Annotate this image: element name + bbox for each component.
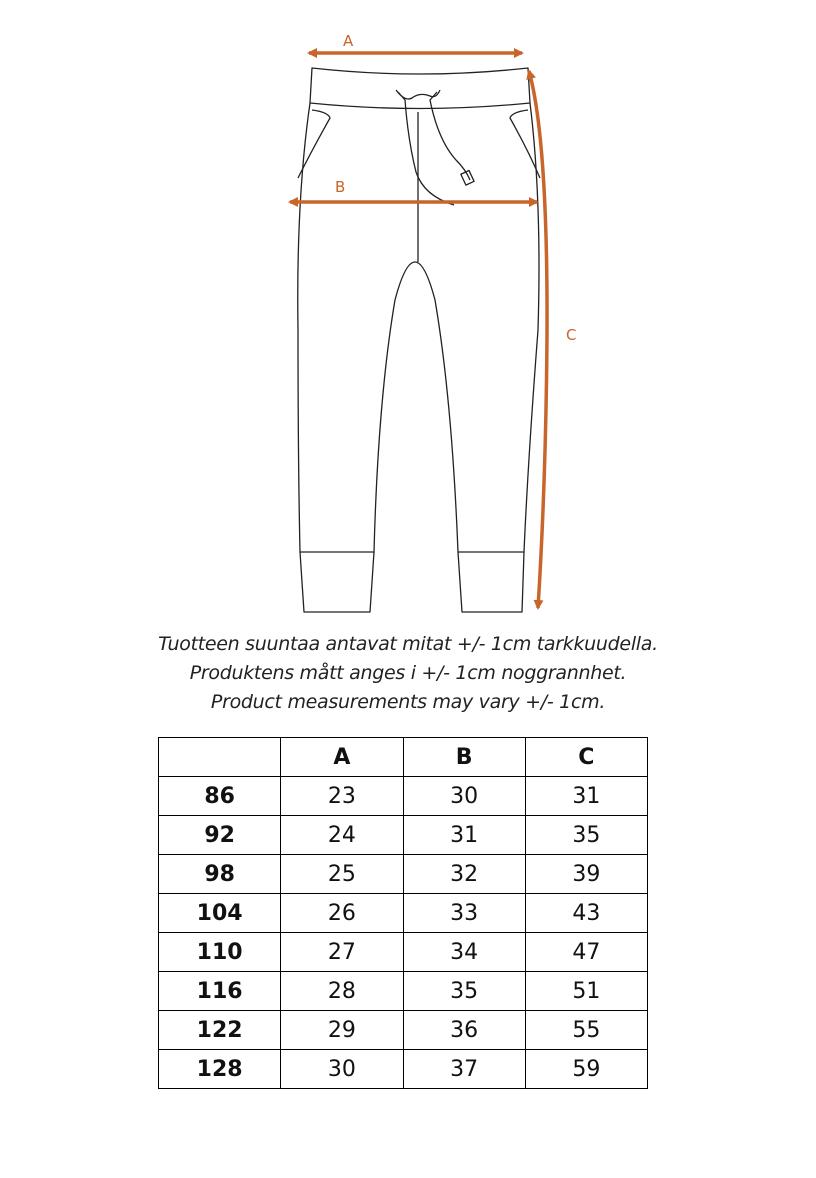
b-cell: 35 — [403, 972, 525, 1011]
measurement-notes — [0, 630, 816, 717]
left-pocket — [298, 110, 330, 178]
c-cell: 39 — [525, 855, 647, 894]
a-cell: 26 — [281, 894, 403, 933]
c-cell: 47 — [525, 933, 647, 972]
header-b: B — [403, 738, 525, 777]
a-cell: 27 — [281, 933, 403, 972]
table-row — [159, 816, 648, 855]
pants-outline — [298, 68, 540, 612]
table-row — [159, 777, 648, 816]
size-cell: 122 — [159, 1011, 281, 1050]
table-row — [159, 933, 648, 972]
b-cell: 30 — [403, 777, 525, 816]
waistband — [310, 68, 530, 109]
size-table — [158, 737, 648, 1089]
note-english: Product measurements may vary +/- 1cm. — [210, 691, 606, 713]
b-cell: 37 — [403, 1050, 525, 1089]
table-header-row — [159, 738, 648, 777]
table-row — [159, 1050, 648, 1089]
size-cell: 104 — [159, 894, 281, 933]
right-pocket — [510, 110, 540, 178]
size-cell: 116 — [159, 972, 281, 1011]
table-row — [159, 894, 648, 933]
c-cell: 35 — [525, 816, 647, 855]
a-cell: 29 — [281, 1011, 403, 1050]
size-cell: 92 — [159, 816, 281, 855]
a-cell: 25 — [281, 855, 403, 894]
b-cell: 34 — [403, 933, 525, 972]
note-swedish: Produktens mått anges i +/- 1cm noggrannhet. — [189, 662, 627, 684]
table-row — [159, 1011, 648, 1050]
b-cell: 33 — [403, 894, 525, 933]
table-row — [159, 855, 648, 894]
left-cuff — [300, 552, 374, 612]
header-c: C — [525, 738, 647, 777]
b-cell: 32 — [403, 855, 525, 894]
c-cell: 55 — [525, 1011, 647, 1050]
a-cell: 28 — [281, 972, 403, 1011]
b-cell: 36 — [403, 1011, 525, 1050]
a-cell: 24 — [281, 816, 403, 855]
size-cell: 128 — [159, 1050, 281, 1089]
dimension-c-arrow — [529, 71, 547, 608]
dimension-a-label: A — [343, 32, 354, 50]
size-cell: 86 — [159, 777, 281, 816]
c-cell: 51 — [525, 972, 647, 1011]
a-cell: 30 — [281, 1050, 403, 1089]
dimension-c-label: C — [566, 326, 577, 344]
note-finnish: Tuotteen suuntaa antavat mitat +/- 1cm tarkkuudella. — [158, 633, 658, 655]
right-cuff — [458, 552, 524, 612]
a-cell: 23 — [281, 777, 403, 816]
size-cell: 110 — [159, 933, 281, 972]
header-size — [159, 738, 281, 777]
dimension-b-label: B — [335, 178, 346, 196]
c-cell: 59 — [525, 1050, 647, 1089]
table-row — [159, 972, 648, 1011]
c-cell: 31 — [525, 777, 647, 816]
size-cell: 98 — [159, 855, 281, 894]
header-a: A — [281, 738, 403, 777]
c-cell: 43 — [525, 894, 647, 933]
b-cell: 31 — [403, 816, 525, 855]
